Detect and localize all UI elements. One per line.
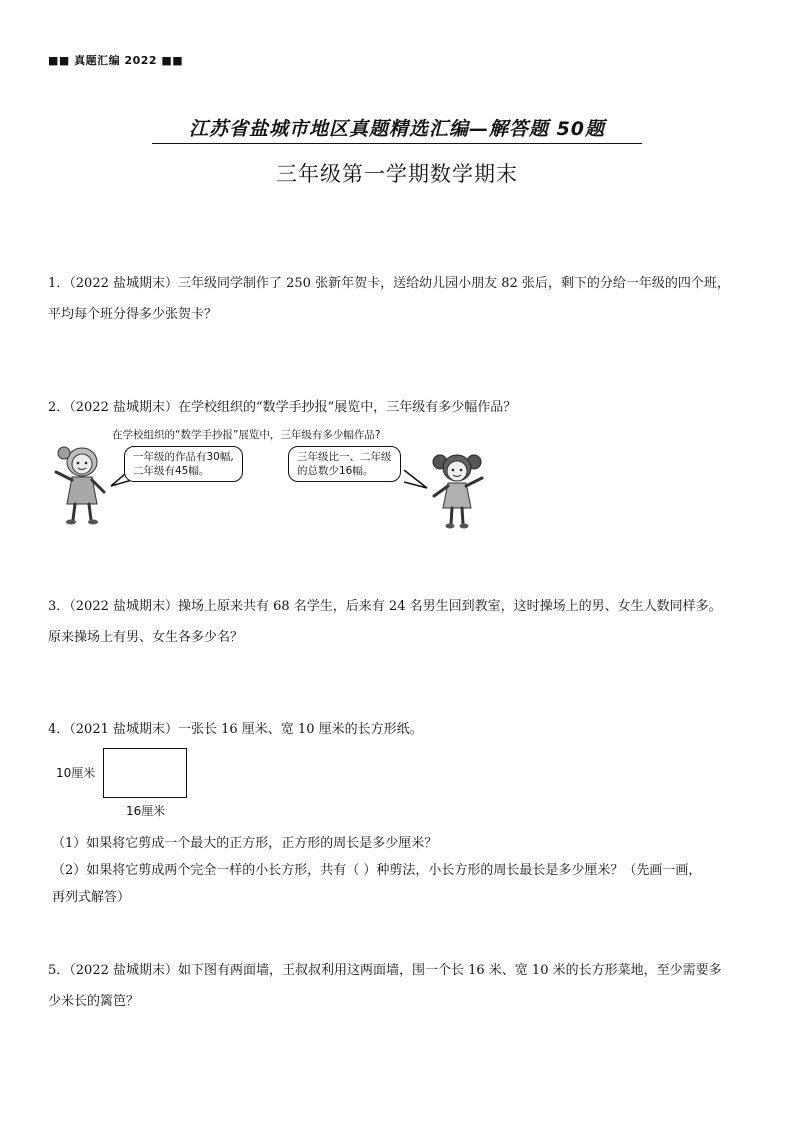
question-1 [48,268,753,330]
bubble-text: 三年级比一、二年级 [297,451,392,463]
bubble-text: 的总数少16幅。 [297,465,374,477]
page-subtitle: 三年级第一学期数学期末 [276,162,518,186]
question-line: 1．（2022 盐城期末）三年级同学制作了 250 张新年贺卡，送给幼儿园小朋友 82 张后，剩下的分给一年级的四个班， [48,276,730,291]
girl-right-illustration [426,450,488,530]
question-2 [48,392,753,423]
question-line: 原来操场上有男、女生各多少名？ [48,630,244,645]
subquestion-line: （1）如果将它剪成一个最大的正方形，正方形的周长是多少厘米？ [52,836,438,851]
question-line: 4．（2021 盐城期末）一张长 16 厘米、宽 10 厘米的长方形纸。 [48,722,423,737]
question-line: 少米长的篱笆？ [48,994,140,1009]
question-3 [48,591,753,653]
bubble-text: 二年级有45幅。 [133,465,210,477]
rectangle-width-label: 10厘米 [56,766,96,780]
page-title: 江苏省盐城市地区真题精选汇编—解答题 50题 [152,114,642,144]
speech-tail-right [404,468,428,490]
subquestion-line: 再列式解答） [52,890,131,905]
rectangle-shape [103,748,187,798]
rectangle-figure [56,748,196,820]
question-4-subquestions [52,830,762,911]
question-line: 5．（2022 盐城期末）如下图有两面墙，王叔叔利用这两面墙，围一个长 16 米、宽 10 米的长方形菜地，至少需要多 [48,963,722,978]
speech-bubble-left [124,446,243,482]
question-4 [48,714,753,745]
question-2-figure [50,422,490,532]
bubble-text: 一年级的作品有30幅, [133,451,234,463]
subquestion-line: （2）如果将它剪成两个完全一样的小长方形，共有（ ）种剪法，小长方形的周长最长是多少厘米？（先画一画， [52,863,702,878]
question-line: 2．（2022 盐城期末）在学校组织的“数学手抄报”展览中，三年级有多少幅作品？ [48,400,517,415]
rectangle-length-label: 16厘米 [126,804,166,818]
figure-caption: 在学校组织的“数学手抄报”展览中，三年级有多少幅作品? [112,429,381,441]
question-line: 3．（2022 盐城期末）操场上原来共有 68 名学生，后来有 24 名男生回到教室，这时操场上的男、女生人数同样多。 [48,599,722,614]
girl-left-illustration [50,444,114,526]
header-tag: ■■ 真题汇编 2022 ■■ [48,54,184,67]
question-line: 平均每个班分得多少张贺卡？ [48,307,218,322]
question-5 [48,955,753,1017]
speech-bubble-right [288,446,401,482]
